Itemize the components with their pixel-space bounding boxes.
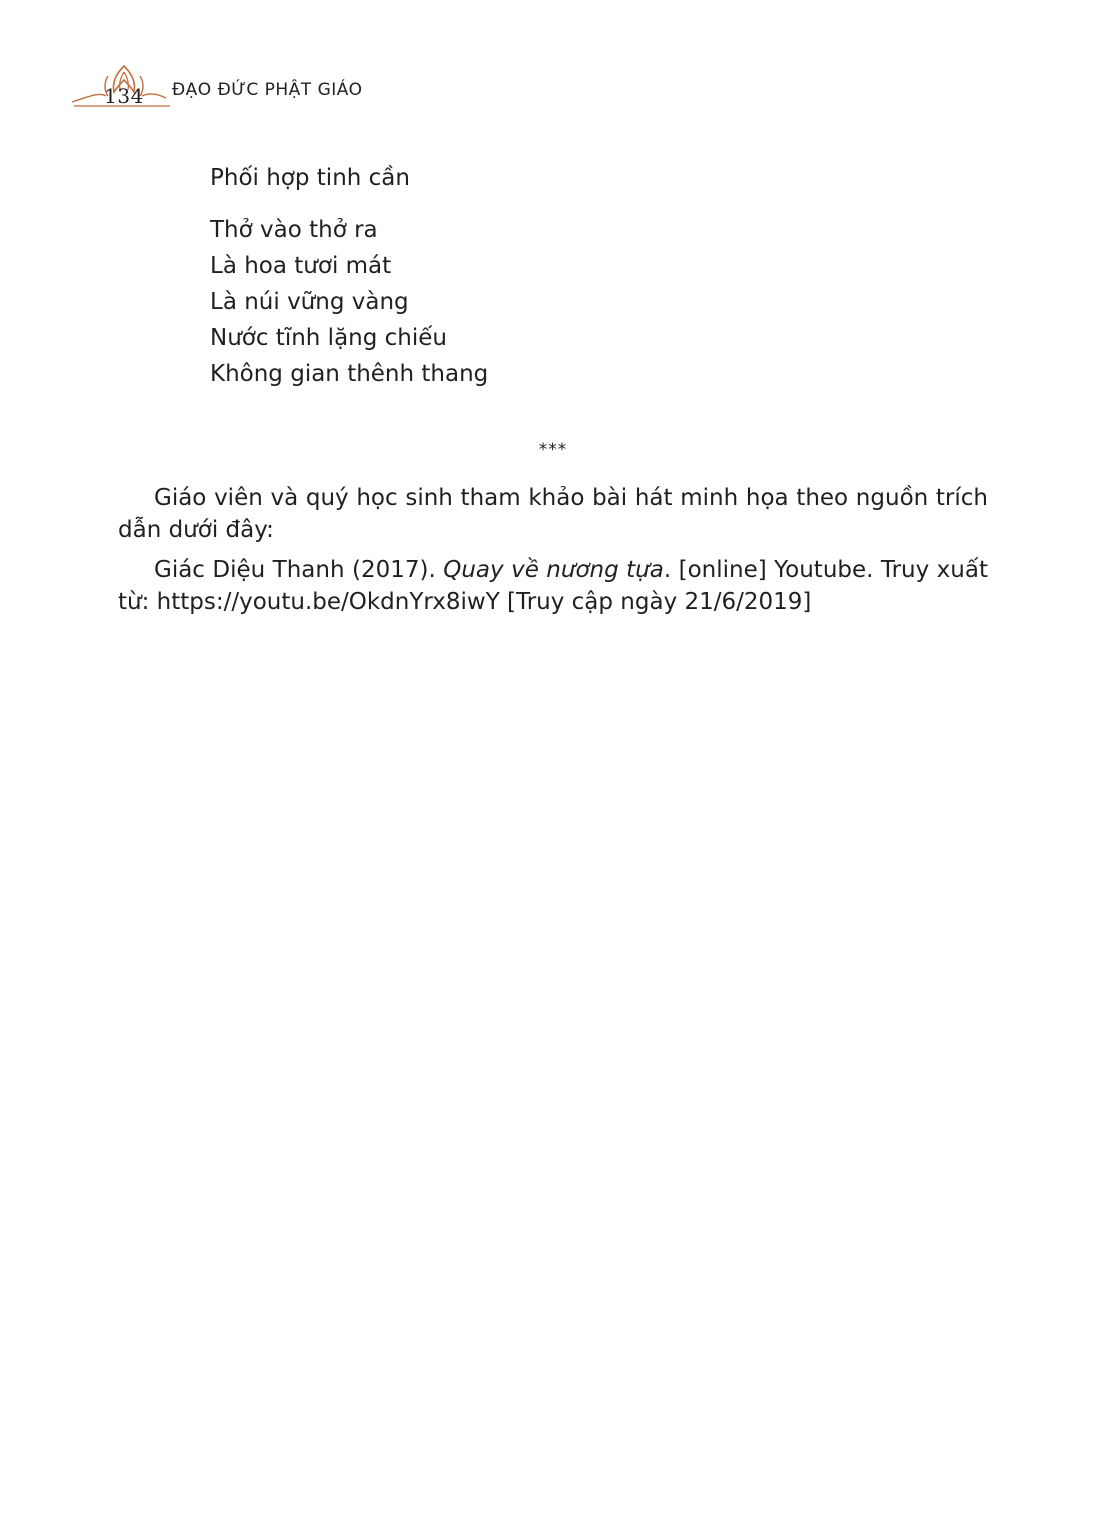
- page-header: [70, 62, 390, 112]
- body-text: [118, 482, 988, 626]
- citation-source: . [online] Youtube. Truy xuất từ: https://youtu.be/OkdnYrx8iwY [Truy cập ngày 21/6/2019]: [118, 557, 988, 615]
- intro-paragraph: Giáo viên và quý học sinh tham khảo bài hát minh họa theo nguồn trích dẫn dưới đây:: [118, 485, 988, 543]
- poem-line: Là núi vững vàng: [210, 289, 409, 315]
- running-title: ĐẠO ĐỨC PHẬT GIÁO: [172, 80, 363, 100]
- poem: [210, 160, 810, 392]
- poem-line: Phối hợp tinh cần: [210, 165, 410, 191]
- poem-line: Nước tĩnh lặng chiếu: [210, 325, 447, 351]
- page-number: 134: [104, 84, 144, 108]
- citation-title: Quay về nương tựa: [443, 557, 664, 583]
- poem-line: Không gian thênh thang: [210, 361, 489, 387]
- section-separator: ***: [538, 440, 568, 460]
- poem-line: Thở vào thở ra: [210, 217, 378, 243]
- citation-paragraph: [118, 554, 988, 618]
- poem-line: Là hoa tươi mát: [210, 253, 392, 279]
- citation-author: Giác Diệu Thanh (2017).: [154, 557, 444, 583]
